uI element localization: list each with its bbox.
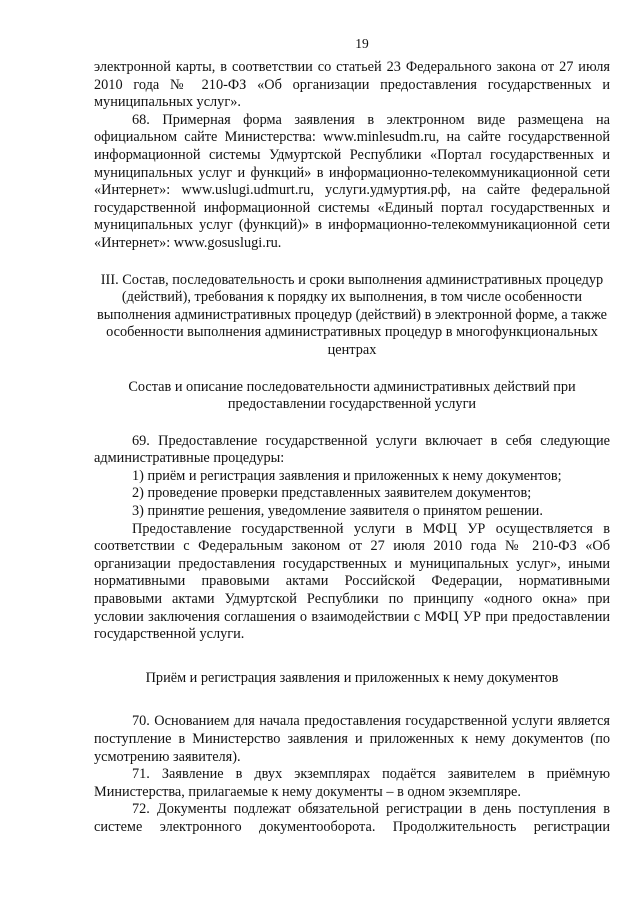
paragraph-69-mfc: Предоставление государственной услуги в МФЦ УР осуществляется в соответствии с Федеральным законом от 27 июля 2010 года № 210-ФЗ «Об организации предоставления государственных и муниципальных услуг», иными нормативными правовыми актами Российской Федерации, нормативными правовыми актами Удмуртской Республики по принципу «одного окна» при условии заключения соглашения о взаимодействии с МФЦ УР при предоставлении государственной услуги. xyxy=(94,520,610,643)
paragraph-68: 68. Примерная форма заявления в электронном виде размещена на официальном сайте Министерства: www.minlesudm.ru, на сайте государственной информационной системы Удмуртской Республики «Портал государственных и муниципальных услуг и функций» в информационно-телекоммуникационной сети «Интернет»: www.uslugi.udmurt.ru, услуги.удмуртия.рф, на сайте федеральной государственной информационной системы «Единый портал государственных и муниципальных услуг (функций)» в информационно-телекоммуникационной сети «Интернет»: www.gosuslugi.ru. xyxy=(94,111,610,251)
spacer xyxy=(94,687,610,713)
paragraph-70: 70. Основанием для начала предоставления государственной услуги является поступление в Министерство заявления и приложенных к нему документов (по усмотрению заявителя). xyxy=(94,713,610,765)
section-heading-iii: III. Состав, последовательность и сроки выполнения административных процедур (действий), требования к порядку их выполнения, в том числе особенности выполнения административных процедур (действий) в электронной форме, а также особенности выполнения административных процедур в многофункциональных центрах xyxy=(97,271,607,358)
spacer xyxy=(94,414,610,433)
list-item-1: 1) приём и регистрация заявления и приложенных к нему документов; xyxy=(132,467,562,484)
spacer xyxy=(94,644,610,670)
paragraph-72: 72. Документы подлежат обязательной регистрации в день поступления в системе электронного документооборота. Продолжительность регистрации xyxy=(94,801,610,835)
subsection-heading-composition: Состав и описание последовательности административных действий при предоставлении государственной услуги xyxy=(128,378,576,413)
spacer xyxy=(94,360,610,379)
paragraph-continuation: электронной карты, в соответствии со статьей 23 Федерального закона от 27 июля 2010 года № 210-ФЗ «Об организации предоставления государственных и муниципальных услуг». xyxy=(94,59,610,111)
subsection-heading-reception: Приём и регистрация заявления и приложенных к нему документов xyxy=(145,669,559,686)
page-number: 19 xyxy=(355,36,369,51)
paragraph-69: 69. Предоставление государственной услуги включает в себя следующие административные процедуры: xyxy=(94,432,610,467)
spacer xyxy=(94,253,610,272)
list-item-3: 3) принятие решения, уведомление заявителя о принятом решении. xyxy=(132,503,543,520)
paragraph-71: 71. Заявление в двух экземплярах подаётся заявителем в приёмную Министерства, прилагаемые к нему документы – в одном экземпляре. xyxy=(94,766,610,800)
list-item-2: 2) проведение проверки представленных заявителем документов; xyxy=(132,485,532,502)
